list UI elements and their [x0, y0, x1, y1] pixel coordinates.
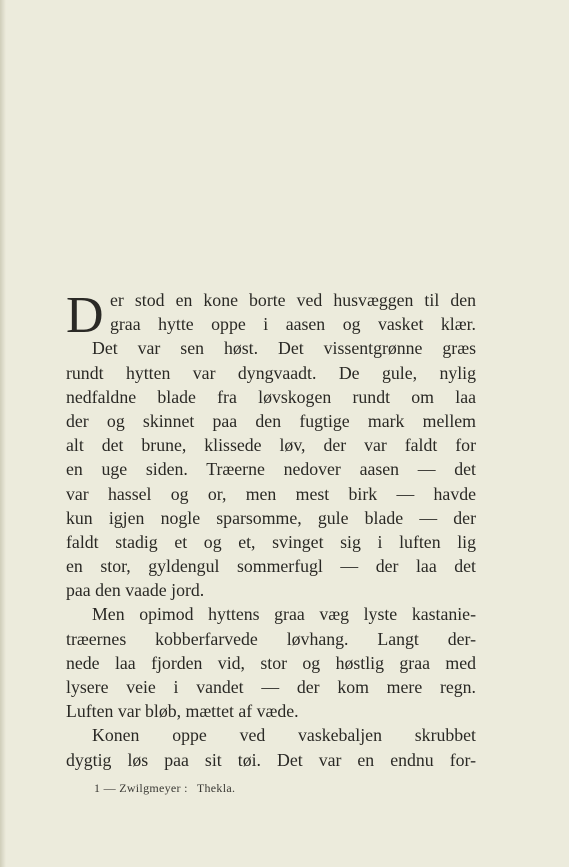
- text-line: en stor, gyldengul sommerfugl — der laa det: [66, 556, 476, 577]
- footer-title: Thekla.: [196, 781, 236, 795]
- text-line: kun igjen nogle sparsomme, gule blade — der: [66, 507, 476, 528]
- text-line: rundt hytten var dyngvaadt. De gule, nylig: [66, 362, 476, 383]
- text-line: Men opimod hyttens graa væg lyste kastanie-: [92, 604, 476, 625]
- text-line: dygtig løs paa sit tøi. Det var en endnu for-: [66, 749, 476, 770]
- footer-signature: 1 — Zwilgmeyer :: [94, 781, 188, 795]
- text-line: var hassel og or, men mest birk — havde: [66, 483, 476, 504]
- text-line: lysere veie i vandet — der kom mere regn.: [66, 677, 476, 697]
- text-line: en uge siden. Træerne nedover aasen — det: [66, 459, 476, 480]
- drop-cap: D: [66, 287, 104, 344]
- text-line: Det var sen høst. Det vissentgrønne græs: [92, 338, 476, 359]
- page-footer: [94, 781, 241, 796]
- body-text: [66, 288, 476, 772]
- text-line: træernes kobberfarvede løvhang. Langt der-: [66, 628, 476, 649]
- text-line: Luften var bløb, mættet af væde.: [66, 701, 299, 722]
- text-line: graa hytte oppe i aasen og vasket klær.: [110, 314, 476, 335]
- text-line: Konen oppe ved vaskebaljen skrubbet: [92, 725, 476, 746]
- text-line: nedfaldne blade fra løvskogen rundt om laa: [66, 386, 476, 407]
- text-line: faldt stadig et og et, svinget sig i luften lig: [66, 531, 476, 552]
- text-line: nede laa fjorden vid, stor og høstlig graa med: [66, 652, 476, 673]
- text-line: der og skinnet paa den fugtige mark mellem: [66, 410, 476, 431]
- text-line: alt det brune, klissede løv, der var faldt for: [66, 435, 476, 456]
- page-edge-shadow: [0, 0, 6, 867]
- text-line: paa den vaade jord.: [66, 580, 205, 601]
- text-line: er stod en kone borte ved husvæggen til den: [110, 290, 476, 310]
